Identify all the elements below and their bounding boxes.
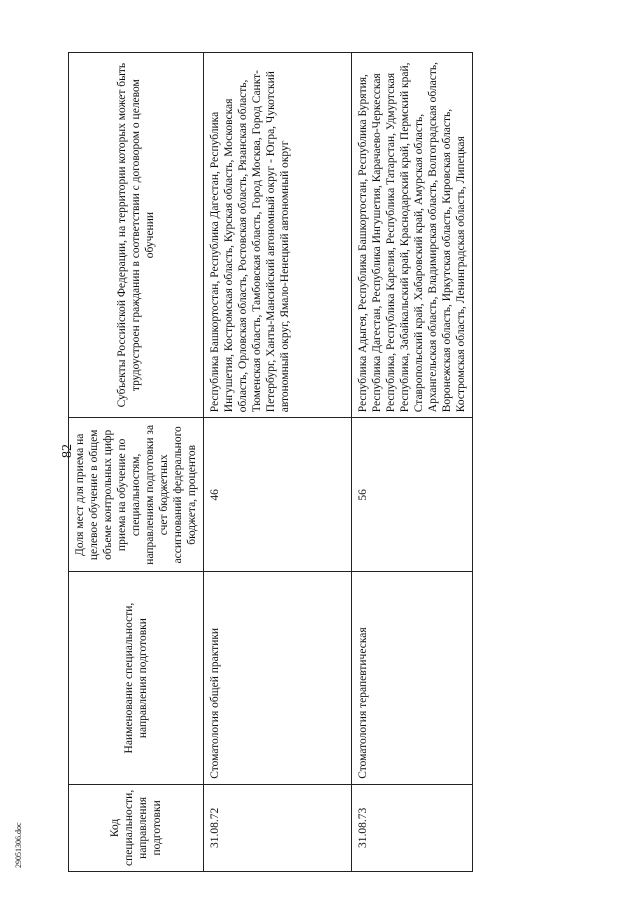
header-code: Код специальности, направления подготовки xyxy=(69,784,204,871)
target-training-table xyxy=(68,52,473,872)
footer-filename: 29051306.doc xyxy=(14,822,23,868)
row-regions: Республика Адыгея, Республика Башкортостан, Республика Бурятия, Республика Дагестан, Республика Ингушетия, Карачаево-Черкесская Республика, Республика Карелия, Республика Татарстан, Удмуртская Республика, Забайкальский край, Краснодарский край, Пермский край, Ставропольский край, Хабаровский край, Амурская область, Архангельская область, Владимирская область, Волгоградская область, Воронежская область, Иркутская область, Кировская область, Костромская область, Ленинградская область, Липецкая xyxy=(352,53,473,418)
header-share: Доля мест для приема на целевое обучение в общем объеме контрольных цифр приема на обучение по специальностям, направлениям подготовки за счет бюджетных ассигнований федерального бюджета, процентов xyxy=(69,418,204,572)
row-name: Стоматология терапевтическая xyxy=(352,572,473,784)
table-row xyxy=(204,53,352,872)
row-code: 31.08.73 xyxy=(352,784,473,871)
table-row xyxy=(352,53,473,872)
header-name: Наименование специальности, направления подготовки xyxy=(69,572,204,784)
page-number: 82 xyxy=(60,444,75,458)
row-regions: Республика Башкортостан, Республика Дагестан, Республика Ингушетия, Костромская область, Курская область, Московская область, Орловская область, Ростовская область, Рязанская область, Тюменская область, Тамбовская область, Город Москва, Город Санкт-Петербург, Ханты-Мансийский автономный округ - Югра, Чукотский автономный округ, Ямало-Ненецкий автономный округ xyxy=(204,53,352,418)
document-table-sheet xyxy=(68,52,588,872)
row-share: 46 xyxy=(204,418,352,572)
row-name: Стоматология общей практики xyxy=(204,572,352,784)
row-share: 56 xyxy=(352,418,473,572)
header-regions: Субъекты Российской Федерации, на территории которых может быть трудоустроен гражданин в соответствии с договором о целевом обучении xyxy=(69,53,204,418)
table-header-row xyxy=(69,53,204,872)
row-code: 31.08.72 xyxy=(204,784,352,871)
